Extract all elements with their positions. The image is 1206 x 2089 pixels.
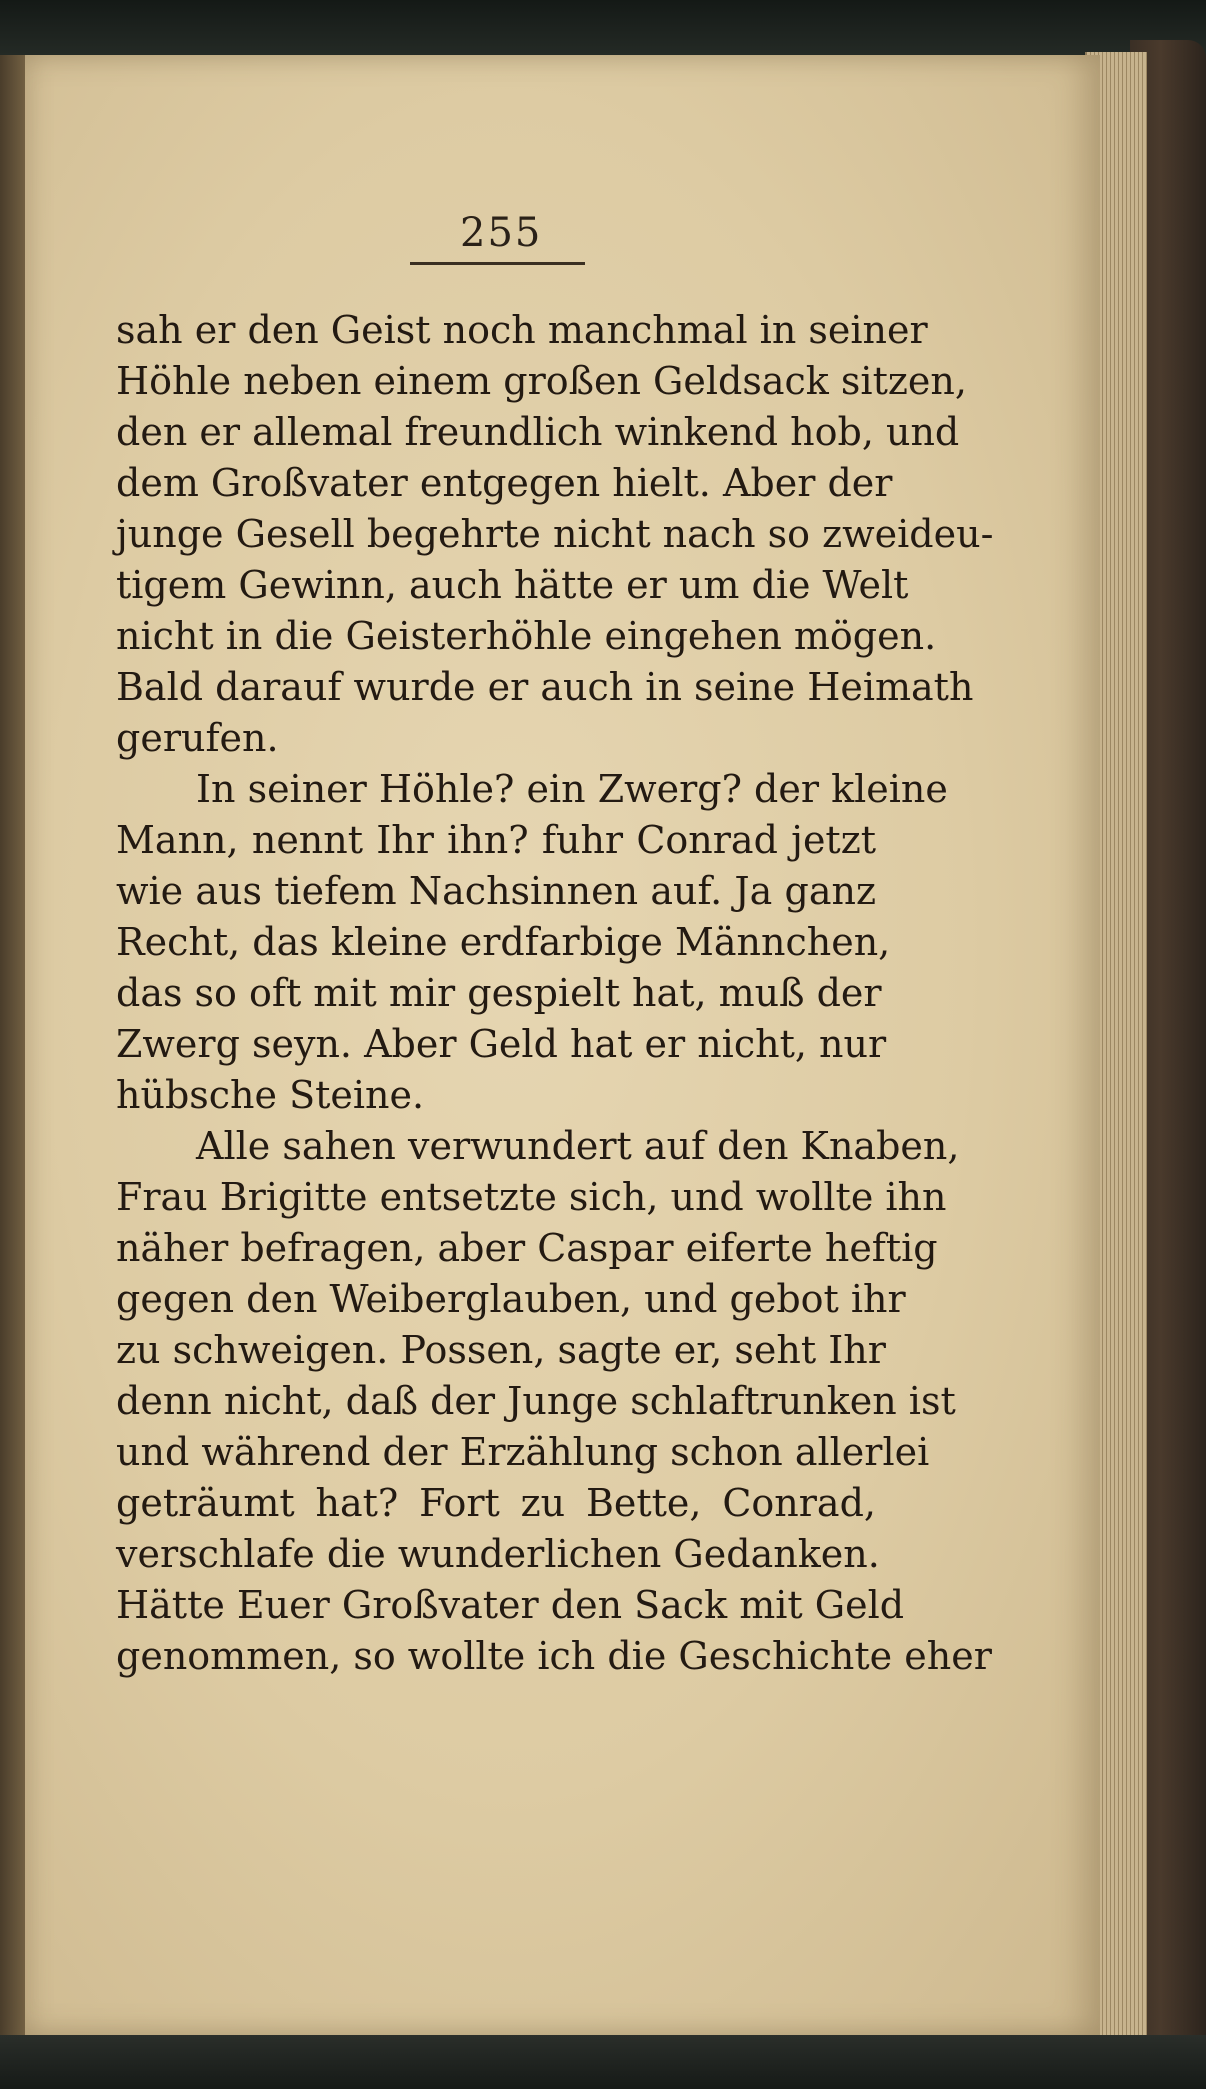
text-line: Frau Brigitte entsetzte sich, und wollte ihn [116,1175,947,1219]
text-line: zu schweigen. Possen, sagte er, seht Ihr [116,1328,886,1372]
text-line: gerufen. [116,716,279,760]
text-line: tigem Gewinn, auch hätte er um die Welt [116,563,909,607]
page-number: 255 [460,210,543,256]
text-line: sah er den Geist noch manchmal in seiner [116,308,928,352]
text-line: nicht in die Geisterhöhle eingehen mögen. [116,614,937,658]
text-line: Bald darauf wurde er auch in seine Heimath [116,665,974,709]
text-line: den er allemal freundlich winkend hob, und [116,410,960,454]
text-line: Alle sahen verwundert auf den Knaben, [196,1124,960,1168]
text-line: genommen, so wollte ich die Geschichte eher [116,1634,992,1678]
text-line: das so oft mit mir gespielt hat, muß der [116,971,882,1015]
text-line: geträumt hat? Fort zu Bette, Conrad, [116,1481,876,1525]
text-line: Hätte Euer Großvater den Sack mit Geld [116,1583,905,1627]
text-line: denn nicht, daß der Junge schlaftrunken ist [116,1379,956,1423]
text-line: Höhle neben einem großen Geldsack sitzen, [116,359,967,403]
text-line: Recht, das kleine erdfarbige Männchen, [116,920,891,964]
body-text [116,305,994,1682]
text-line: hübsche Steine. [116,1073,425,1117]
text-line: und während der Erzählung schon allerlei [116,1430,930,1474]
background-bottom-edge [0,2035,1206,2089]
text-line: In seiner Höhle? ein Zwerg? der kleine [196,767,948,811]
text-line: verschlafe die wunderlichen Gedanken. [116,1532,880,1576]
text-line: wie aus tiefem Nachsinnen auf. Ja ganz [116,869,876,913]
text-line: junge Gesell begehrte nicht nach so zweideu- [116,512,994,556]
text-line: dem Großvater entgegen hielt. Aber der [116,461,893,505]
background-top-edge [0,0,1206,62]
text-line: Zwerg seyn. Aber Geld hat er nicht, nur [116,1022,887,1066]
text-line: Mann, nennt Ihr ihn? fuhr Conrad jetzt [116,818,876,862]
page-number-rule [410,262,585,265]
text-line: gegen den Weiberglauben, und gebot ihr [116,1277,906,1321]
text-line: näher befragen, aber Caspar eiferte heftig [116,1226,938,1270]
